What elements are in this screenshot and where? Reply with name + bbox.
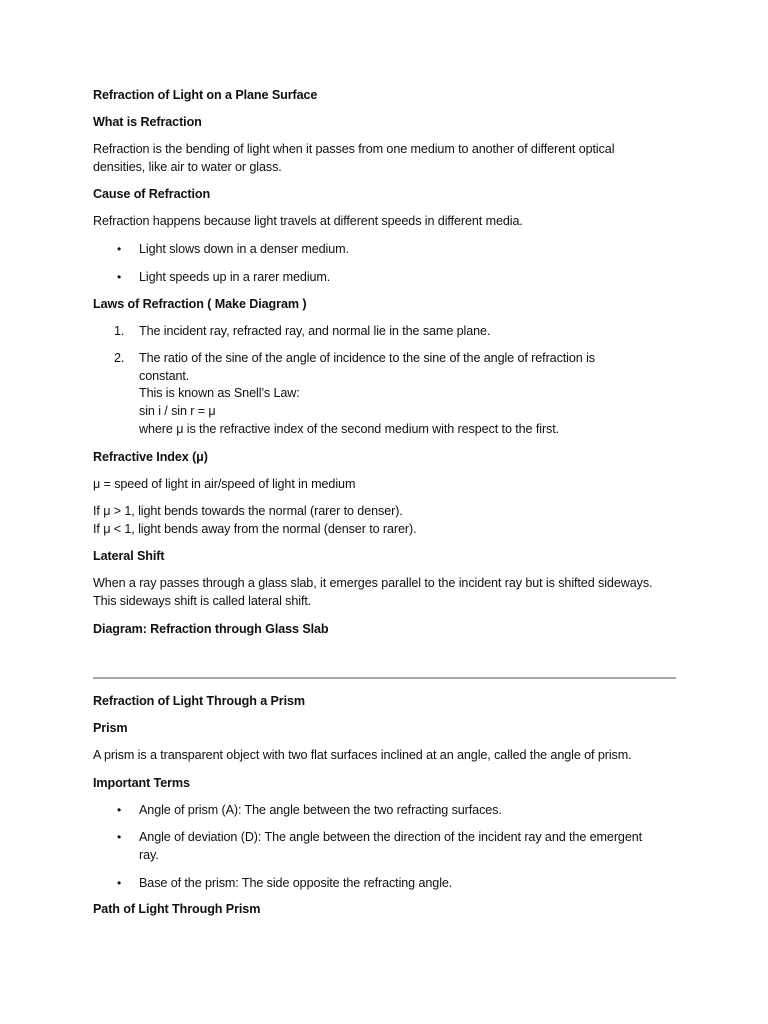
paragraph-what-line-1: Refraction is the bending of light when it passes from one medium to another of different optical [93,142,615,156]
bullet-marker: • [116,876,122,890]
heading-important-terms: Important Terms [93,776,190,790]
snells-law-explanation: where μ is the refractive index of the second medium with respect to the first. [139,422,560,436]
refractive-index-rule-1: If μ > 1, light bends towards the normal (rarer to denser). [93,504,403,518]
snells-law-label: This is known as Snell’s Law: [139,386,300,400]
paragraph-lateral-line-1: When a ray passes through a glass slab, it emerges parallel to the incident ray but is shifted sideways. [93,576,653,590]
heading-laws-of-refraction: Laws of Refraction ( Make Diagram ) [93,297,307,311]
list-item-base-of-prism: Base of the prism: The side opposite the refracting angle. [139,876,453,890]
horizontal-divider [93,677,676,679]
law-1-text: The incident ray, refracted ray, and normal lie in the same plane. [139,324,491,338]
paragraph-cause: Refraction happens because light travels at different speeds in different media. [93,214,523,228]
heading-what-is-refraction: What is Refraction [93,115,202,129]
snells-law-formula: sin i / sin r = μ [139,404,216,418]
heading-cause-of-refraction: Cause of Refraction [93,187,211,201]
list-item-angle-of-prism: Angle of prism (A): The angle between the two refracting surfaces. [139,803,502,817]
paragraph-prism: A prism is a transparent object with two flat surfaces inclined at an angle, called the angle of prism. [93,748,632,762]
list-item-speeds-up: Light speeds up in a rarer medium. [139,270,331,284]
refractive-index-formula: μ = speed of light in air/speed of light in medium [93,477,356,491]
list-item-slows-down: Light slows down in a denser medium. [139,242,349,256]
list-item-angle-of-deviation-line-1: Angle of deviation (D): The angle between the direction of the incident ray and the emergent [139,830,643,844]
heading-prism: Prism [93,721,128,735]
bullet-marker: • [116,270,122,284]
list-item-angle-of-deviation-line-2: ray. [139,848,159,862]
section-title-prism: Refraction of Light Through a Prism [93,694,305,708]
heading-refractive-index: Refractive Index (μ) [93,450,208,464]
bullet-marker: • [116,803,122,817]
bullet-marker: • [116,242,122,256]
list-number-2: 2. [114,351,125,365]
law-2-line-2: constant. [139,369,190,383]
heading-lateral-shift: Lateral Shift [93,549,165,563]
law-2-line-1: The ratio of the sine of the angle of incidence to the sine of the angle of refraction is [139,351,595,365]
section-title-plane-surface: Refraction of Light on a Plane Surface [93,88,318,102]
refractive-index-rule-2: If μ < 1, light bends away from the normal (denser to rarer). [93,522,417,536]
heading-path-through-prism: Path of Light Through Prism [93,902,261,916]
heading-diagram-glass-slab: Diagram: Refraction through Glass Slab [93,622,329,636]
paragraph-what-line-2: densities, like air to water or glass. [93,160,282,174]
bullet-marker: • [116,830,122,844]
list-number-1: 1. [114,324,125,338]
paragraph-lateral-line-2: This sideways shift is called lateral shift. [93,594,312,608]
